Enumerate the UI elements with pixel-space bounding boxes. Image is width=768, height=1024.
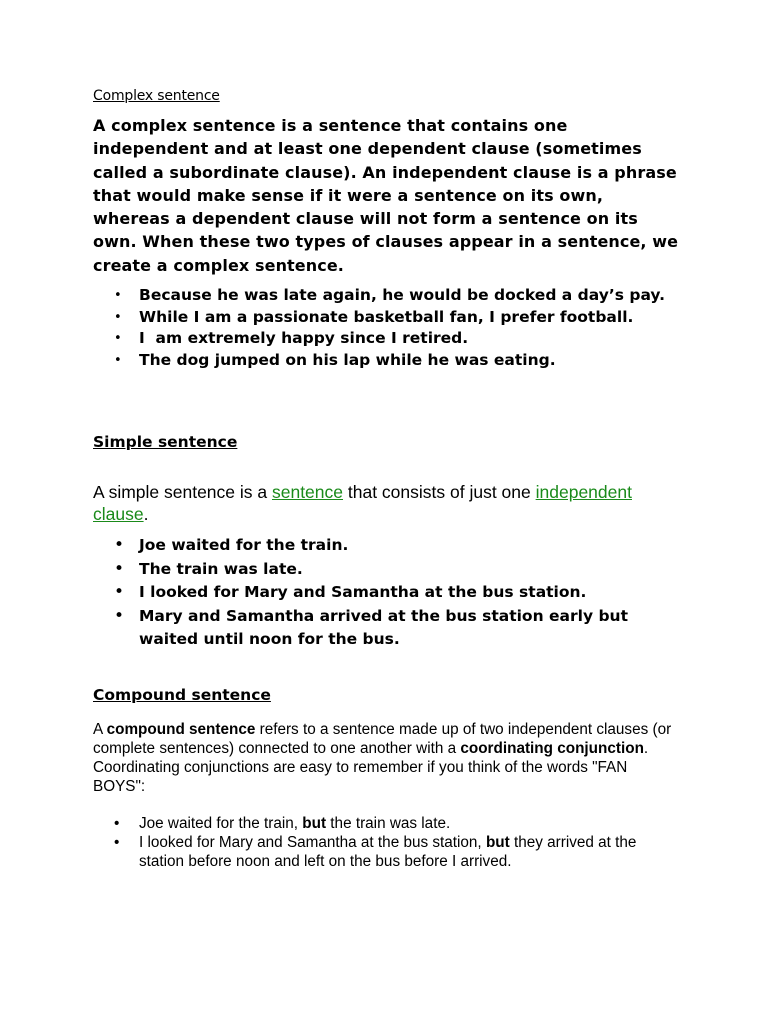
compound-examples-list xyxy=(93,814,683,871)
list-item: • Joe waited for the train. xyxy=(93,534,683,558)
complex-sentence-heading: Complex sentence xyxy=(93,88,220,104)
list-item: • Because he was late again, he would be docked a day’s pay. xyxy=(93,285,683,307)
list-item: • While I am a passionate basketball fan, I prefer football. xyxy=(93,307,683,329)
compound-para-part: . Coordinating conjunctions are easy to remember if you think of the words "FAN BOYS": xyxy=(93,739,649,795)
conjunction-word: but xyxy=(485,833,510,851)
compound-sentence-definition xyxy=(93,720,683,796)
example-text: they arrived at the station before noon and left on the bus before I arrived. xyxy=(139,833,637,870)
compound-sentence-term: compound sentence xyxy=(106,720,256,738)
complex-examples-list xyxy=(93,285,683,371)
coordinating-conjunction-term: coordinating conjunction xyxy=(460,739,644,757)
compound-para-part: refers to a sentence made up of two independent clauses (or complete sentences) connected to one another with a xyxy=(93,720,672,757)
simple-sentence-heading: Simple sentence xyxy=(93,433,238,452)
conjunction-word: but xyxy=(302,814,327,832)
compound-para-part: A xyxy=(93,720,107,738)
simple-para-suffix: . xyxy=(143,504,149,525)
compound-sentence-heading: Compound sentence xyxy=(93,685,271,704)
list-item xyxy=(93,833,683,871)
simple-para-prefix: A simple sentence is a xyxy=(93,482,272,503)
list-item: • Mary and Samantha arrived at the bus station early but waited until noon for the bus. xyxy=(93,605,683,652)
simple-examples-list xyxy=(93,534,683,652)
list-item: • I am extremely happy since I retired. xyxy=(93,328,683,350)
simple-sentence-definition xyxy=(93,481,683,525)
document-page xyxy=(93,88,683,871)
simple-para-middle: that consists of just one xyxy=(343,482,536,503)
list-item: • The train was late. xyxy=(93,558,683,582)
example-text: the train was late. xyxy=(326,814,451,832)
example-text: I looked for Mary and Samantha at the bus station, xyxy=(139,833,486,851)
list-item: • The dog jumped on his lap while he was eating. xyxy=(93,350,683,372)
sentence-link[interactable]: sentence xyxy=(271,482,344,503)
independent-clause-link[interactable]: independent clause xyxy=(93,482,632,525)
complex-sentence-definition: A complex sentence is a sentence that contains one independent and at least one dependent clause (sometimes called a subordinate clause). An independent clause is a phrase that would make sense if it were a sentence on its own, whereas a dependent clause will not form a sentence on its own. When these two types of clauses appear in a sentence, we create a complex sentence. xyxy=(93,116,679,275)
example-text: Joe waited for the train, xyxy=(139,814,303,832)
list-item xyxy=(93,814,683,833)
list-item: • I looked for Mary and Samantha at the bus station. xyxy=(93,581,683,605)
